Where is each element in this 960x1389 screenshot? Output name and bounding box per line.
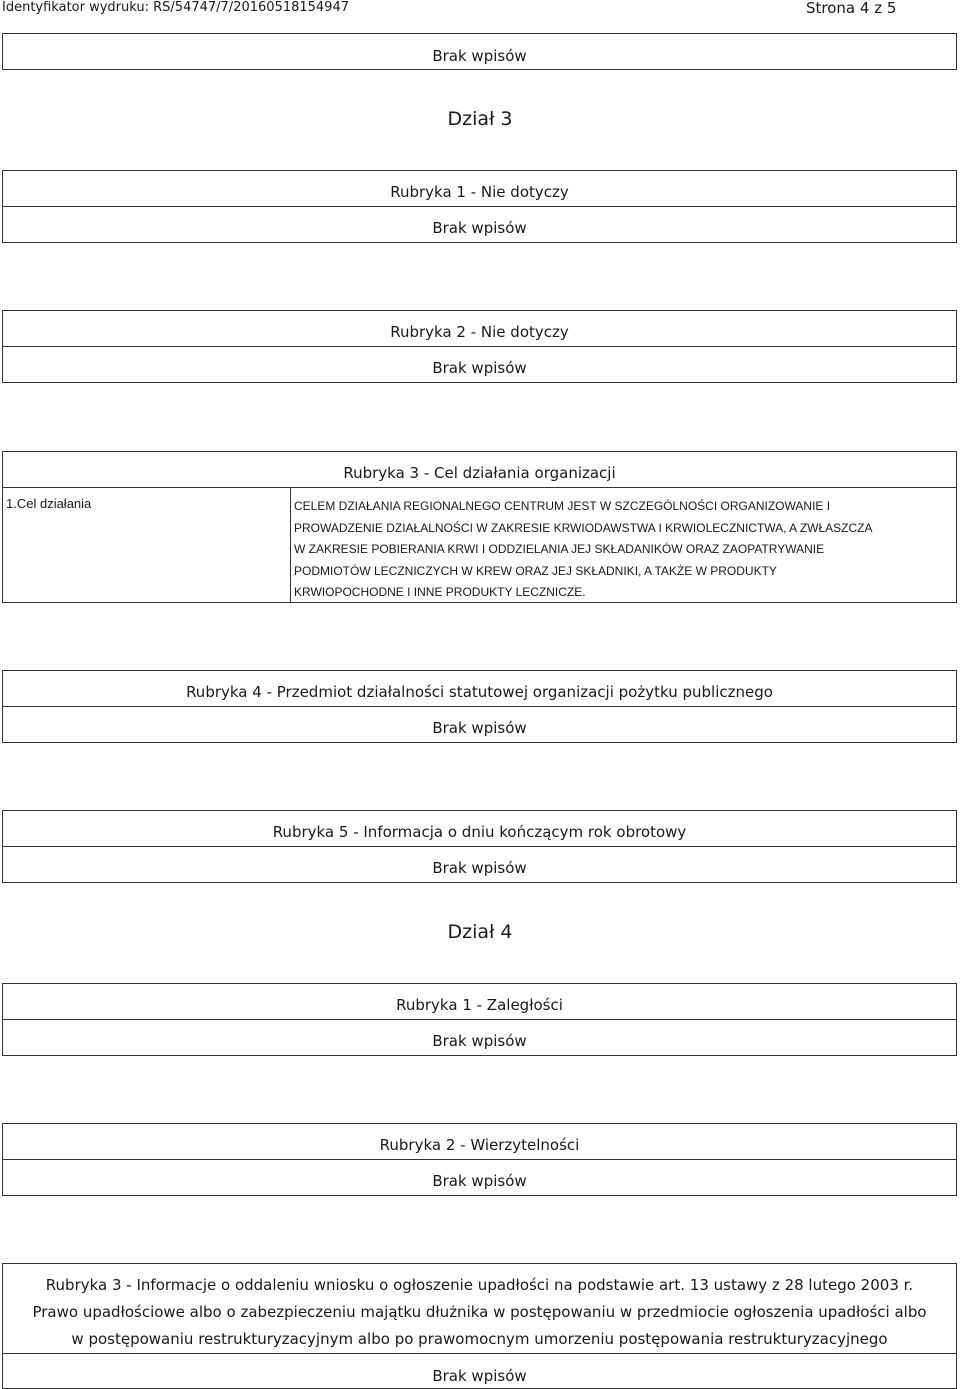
rubryka-box-4-3: [2, 1263, 957, 1389]
text-line: PROWADZENIE DZIAŁALNOŚCI W ZAKRESIE KRWIODAWSTWA I KRWIOLECZNICTWA, A ZWŁASZCZA: [294, 520, 873, 535]
title-line: Prawo upadłościowe albo o zabezpieczeniu majątku dłużnika w postępowaniu w przedmiocie ogłoszenia upadłości albo: [32, 1303, 927, 1321]
divider: [3, 706, 956, 707]
rubryka-title: Rubryka 2 - Nie dotyczy: [390, 323, 569, 341]
title-line: w postępowaniu restrukturyzacyjnym albo po prawomocnym umorzeniu postępowania restrukturyzacyjnego: [71, 1330, 888, 1348]
entry-value: Brak wpisów: [432, 719, 527, 737]
field-value: [294, 496, 949, 604]
rubryka-box-3-2: [2, 310, 957, 383]
rubryka-box-3-4: [2, 670, 957, 743]
rubryka-title: [3, 1272, 956, 1353]
column-divider: [290, 488, 291, 602]
rubryka-box-4-2: [2, 1123, 957, 1196]
rubryka-title: Rubryka 4 - Przedmiot działalności statutowej organizacji pożytku publicznego: [186, 683, 773, 701]
entry-value: Brak wpisów: [432, 1367, 527, 1385]
entry-value: Brak wpisów: [432, 859, 527, 877]
rubryka-title: Rubryka 5 - Informacja o dniu kończącym rok obrotowy: [272, 823, 687, 841]
rubryka-box-3-1: [2, 170, 957, 243]
rubryka-box-4-1: [2, 983, 957, 1056]
rubryka-title: Rubryka 1 - Nie dotyczy: [390, 183, 569, 201]
divider: [3, 206, 956, 207]
divider: [3, 346, 956, 347]
print-identifier: Identyfikator wydruku: RS/54747/7/20160518154947: [2, 0, 349, 15]
page-number: Strona 4 z 5: [806, 0, 897, 17]
section-title-dzial-3: Dział 3: [447, 108, 513, 130]
divider: [3, 1019, 956, 1020]
text-line: W ZAKRESIE POBIERANIA KRWI I ODDZIELANIA JEJ SKŁADANIKÓW ORAZ ZAOPATRYWANIE: [294, 542, 825, 556]
entry-value: Brak wpisów: [432, 1032, 527, 1050]
field-label: 1.Cel działania: [6, 496, 92, 511]
title-line: Rubryka 3 - Informacje o oddaleniu wniosku o ogłoszenie upadłości na podstawie art. 13 ustawy z 28 lutego 2003 r.: [45, 1276, 914, 1294]
rubryka-box-3-3: [2, 451, 957, 603]
entry-value: Brak wpisów: [432, 219, 527, 237]
divider: [3, 487, 956, 488]
text-line: KRWIOPOCHODNE I INNE PRODUKTY LECZNICZE.: [294, 585, 586, 599]
text-line: PODMIOTÓW LECZNICZYCH W KREW ORAZ JEJ SKŁADNIKI, A TAKŻE W PRODUKTY: [294, 563, 777, 578]
rubryka-title: Rubryka 3 - Cel działania organizacji: [343, 464, 616, 482]
divider: [3, 1159, 956, 1160]
divider: [3, 1353, 956, 1354]
entry-value: Brak wpisów: [432, 1172, 527, 1190]
entry-value: Brak wpisów: [432, 359, 527, 377]
rubryka-box-3-5: [2, 810, 957, 883]
section-title-dzial-4: Dział 4: [447, 921, 513, 943]
rubryka-title: Rubryka 2 - Wierzytelności: [379, 1136, 580, 1154]
rubryka-title: Rubryka 1 - Zaległości: [396, 996, 563, 1014]
top-entry-box: [2, 33, 957, 70]
text-line: CELEM DZIAŁANIA REGIONALNEGO CENTRUM JEST W SZCZEGÓLNOŚCI ORGANIZOWANIE I: [294, 499, 831, 513]
divider: [3, 846, 956, 847]
entry-value: Brak wpisów: [432, 47, 527, 65]
